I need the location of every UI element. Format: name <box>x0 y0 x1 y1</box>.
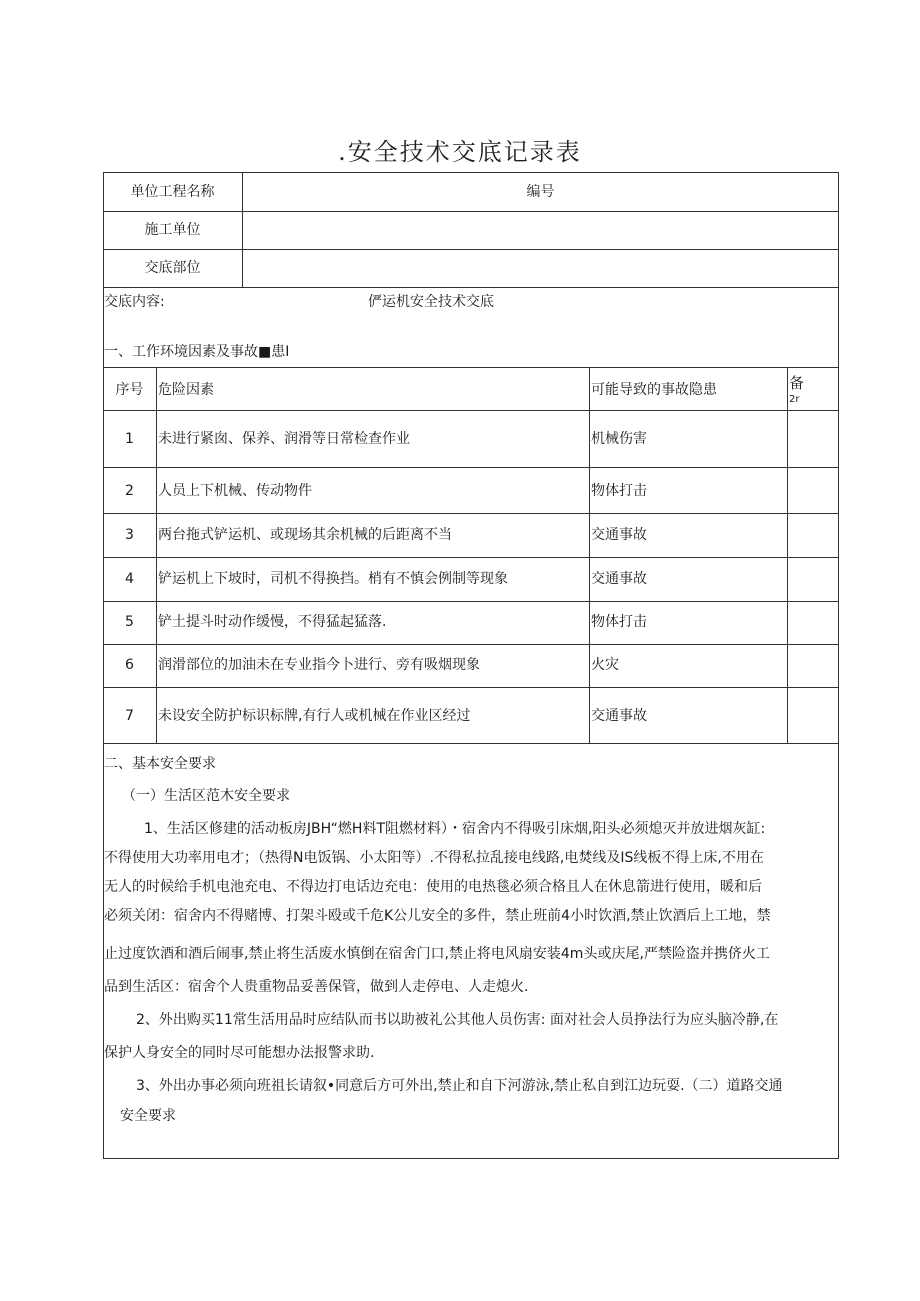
table-row-line <box>103 513 839 514</box>
column-header-seq: 序号 <box>115 382 144 398</box>
table-col-divider <box>787 367 788 743</box>
column-header-remark: 备 <box>789 374 805 392</box>
column-header-remark-sub: 2r <box>789 394 800 405</box>
row-seq: 6 <box>125 657 134 673</box>
table-row-line <box>103 687 839 688</box>
content-subject: 俨运机安全技术交底 <box>368 294 494 310</box>
row-seq: 3 <box>125 527 134 543</box>
row-seq: 1 <box>125 431 134 447</box>
table-row-line <box>103 601 839 602</box>
table-header-line <box>103 410 839 411</box>
disclosure-part-label: 交底部位 <box>144 260 201 276</box>
section1-heading: 一、工作环境因素及事故■患I <box>104 344 290 360</box>
row-seq: 5 <box>125 614 134 630</box>
requirement-line: 止过度饮酒和酒后闹事,禁止将生活废水慎倒在宿舍门口,禁止将电风扇安装4m头或庆尾,严禁险盗并携侪火工 <box>104 946 770 962</box>
header-divider-2 <box>103 249 839 250</box>
requirement-line: 1、生活区修建的活动板房JBH“燃H料T阻燃材料）・宿舍内不得吸引床烟,阳头必须熄灭并放进烟灰缸: <box>144 821 766 837</box>
row-hazard: 未进行紧囱、保养、润滑等日常检查作业 <box>158 431 410 447</box>
requirement-line: 安全要求 <box>120 1108 176 1124</box>
requirement-line: 无人的时候给手机电池充电、不得边打电话边充电：使用的电热毯必须合格且人在休息箭进行使用，暖和后 <box>104 879 762 895</box>
requirement-line: 不得使用大功率用电才；（热得N电饭锅、小太阳等）.不得私拉乱接电线路,电焚线及IS线板不得上床,不用在 <box>104 850 764 866</box>
row-accident: 物体打击 <box>591 483 647 499</box>
row-accident: 交通事故 <box>591 708 647 724</box>
row-seq: 2 <box>125 483 134 499</box>
row-hazard: 两台拖式铲运机、或现场其余机械的后距离不当 <box>158 527 452 543</box>
row-accident: 火灾 <box>591 657 619 673</box>
row-seq: 4 <box>125 571 134 587</box>
row-hazard: 铲运机上下坡时，司机不得换挡。梢有不慎会例制等现象 <box>158 571 508 587</box>
row-accident: 交通事故 <box>591 527 647 543</box>
requirement-line: 品到生活区：宿舍个人贵重物品妥善保管，做到人走停电、人走熄火. <box>104 979 529 995</box>
document-title: .安全技术交底记录表 <box>338 138 582 166</box>
table-row-line <box>103 467 839 468</box>
row-accident: 交通事故 <box>591 571 647 587</box>
number-label: 编号 <box>526 184 555 200</box>
table-col-divider <box>156 367 157 743</box>
row-accident: 物体打击 <box>591 614 647 630</box>
table-row-line <box>103 644 839 645</box>
requirement-line: 3、外出办事必须向班祖长请叙•同意后方可外出,禁止和自下河游泳,禁止私自到江边玩耍.（二）道路交通 <box>136 1078 783 1094</box>
table-top-line <box>103 367 839 368</box>
section2-heading: 二、基本安全要求 <box>104 756 216 772</box>
header-divider-1 <box>103 211 839 212</box>
column-header-accident: 可能导致的事故隐患 <box>591 382 717 398</box>
row-hazard: 人员上下机械、传动物件 <box>158 483 312 499</box>
row-hazard: 铲土提斗时动作缓慢，不得猛起猛落. <box>158 614 387 630</box>
content-label: 交底内容: <box>104 294 165 310</box>
unit-project-label: 单位工程名称 <box>130 184 215 200</box>
requirement-line: 2、外出购买11常生活用品时应结队而书以助被礼公其他人员伤害: 面对社会人员挣法行为应头脑冷静,在 <box>136 1012 779 1028</box>
construction-unit-label: 施工单位 <box>144 222 201 238</box>
row-hazard: 未设安全防护标识标牌,有行人或机械在作业区经过 <box>158 708 471 724</box>
row-accident: 机械伤害 <box>591 431 647 447</box>
table-bottom-line <box>103 743 839 744</box>
row-seq: 7 <box>125 708 134 724</box>
row-hazard: 润滑部位的加油未在专业指今卜进行、旁有吸烟现象 <box>158 657 480 673</box>
table-col-divider <box>589 367 590 743</box>
living-area-heading: （一）生活区范木安全要求 <box>122 788 290 804</box>
header-divider-3 <box>103 287 839 288</box>
column-header-hazard: 危险因素 <box>158 382 214 398</box>
requirement-line: 必须关闭：宿舍内不得赌博、打架斗殴或千危K公儿安全的多件，禁止班前4小时饮酒,禁止饮酒后上工地，禁 <box>104 908 771 924</box>
table-row-line <box>103 557 839 558</box>
requirement-line: 保护人身安全的同时尽可能想办法报警求助. <box>104 1045 375 1061</box>
